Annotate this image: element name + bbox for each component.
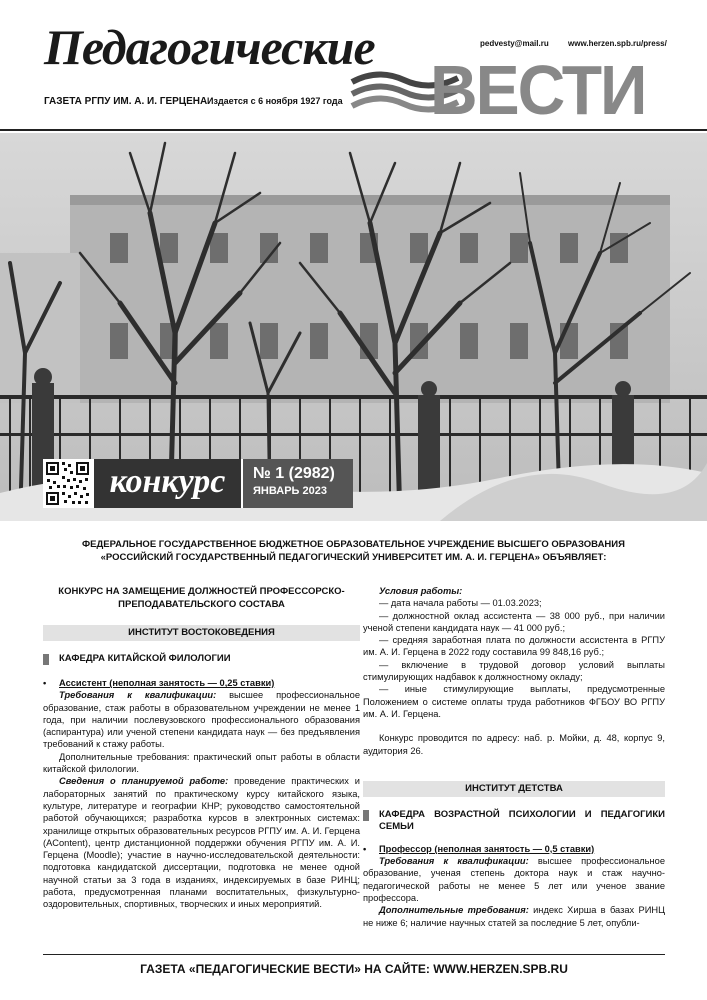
competition-address: Конкурс проводится по адресу: наб. р. Мойки, д. 48, корпус 9, аудитория 26. [363,733,665,756]
competition-title: КОНКУРС НА ЗАМЕЩЕНИЕ ДОЛЖНОСТЕЙ ПРОФЕССОРСКО-ПРЕПОДАВАТЕЛЬСКОГО СОСТАВА [58,586,345,610]
conditions-label: Условия работы: [379,586,463,596]
masthead-title-vesti: ВЕСТИ [430,51,646,129]
masthead-tagline: ГАЗЕТА РГПУ ИМ. А. И. ГЕРЦЕНА [44,96,208,107]
position-title: • Ассистент (неполная занятость — 0,25 ставки) [43,677,360,689]
announcement-header [60,538,647,564]
condition-item: — включение в трудовой договор условий выплаты стимулирующих надбавок к должностному окладу; [363,659,665,683]
issue-date: ЯНВАРЬ 2023 [253,485,327,497]
condition-item: — иные стимулирующие выплаты, предусмотренные Положением о системе оплаты труда работников ФГБОУ ВО РГПУ им. А. И. Герцена. [363,684,665,719]
condition-item: — должностной оклад ассистента — 38 000 руб., при наличии ученой степени кандидата наук — 41 000 руб.; [363,610,665,633]
banner-konkurs-label: конкурс [92,459,241,508]
right-column [363,585,665,929]
qualification-requirements: Требования к квалификации: высшее профессиональное образование, стаж работы в образовательном учреждении не менее 1 года, при наличии послевузовского профессионального образования (аспирантура) или ученой степени кандидата наук — без предъявления требований к стажу работы. [43,690,361,750]
masthead-email-link[interactable]: pedvesty@mail.ru [480,39,549,48]
institute-heading: ИНСТИТУТ ВОСТОКОВЕДЕНИЯ [43,625,360,641]
footer-site-link[interactable]: ГАЗЕТА «ПЕДАГОГИЧЕСКИЕ ВЕСТИ» НА САЙТЕ: WWW.HERZEN.SPB.RU [140,962,568,976]
planned-work: Сведения о планируемой работе: проведение практических и лабораторных занятий по практическому курсу китайского языка, культуре, литературе и географии КНР; руководство самостоятельной работой обучающихся; разработка курсов в электронных системах: хранилище открытых образовательных ресурсов РГПУ им. А. И. Герцена (AContent), центр дистанционной поддержки обучения РГПУ им. А. И. Герцена (Moodle); участие в научно-исследовательской деятельности: подготовка кандидатской диссертации, подготовка не менее одной научной статьи за 3 года в изданиях, индексируемых в базе РИНЦ; работа, предусмотренная планами воспитательных, физкультурно-оздоровительных, спортивных, творческих и иных мероприятий. [43,776,360,910]
banner-issue [241,459,353,508]
masthead-divider [0,129,707,131]
condition-item: — дата начала работы — 01.03.2023; [379,598,542,609]
qr-code-icon[interactable] [43,459,92,508]
institute-heading: ИНСТИТУТ ДЕТСТВА [363,781,665,797]
department-heading: КАФЕДРА КИТАЙСКОЙ ФИЛОЛОГИИ [43,653,360,665]
footer-divider [43,954,665,955]
announcement-line-1: ФЕДЕРАЛЬНОЕ ГОСУДАРСТВЕННОЕ БЮДЖЕТНОЕ ОБРАЗОВАТЕЛЬНОЕ УЧРЕЖДЕНИЕ ВЫСШЕГО ОБРАЗОВАНИЯ [82,539,625,550]
masthead-title-main: Педагогические [44,19,375,75]
department-heading: КАФЕДРА ВОЗРАСТНОЙ ПСИХОЛОГИИ И ПЕДАГОГИКИ СЕМЬИ [363,809,665,833]
issue-number: № 1 (2982) [253,465,335,482]
qualification-requirements: Требования к квалификации: высшее профессиональное образование, ученая степень доктора наук и стаж научно-педагогической работы не менее 5 лет или ученое звание профессора. [363,856,666,904]
extra-requirements: Дополнительные требования: индекс Хирша в базах РИНЦ не ниже 6; наличие научных статей за последние 5 лет, опубли- [363,905,665,928]
condition-item: — средняя заработная плата по должности ассистента в РГПУ им. А. И. Герцена в 2022 году составила 99 848,16 руб.; [363,635,665,658]
position-title: • Профессор (неполная занятость — 0,5 ставки) [363,843,665,855]
masthead-website-link[interactable]: www.herzen.spb.ru/press/ [568,39,667,48]
masthead-since: Издается с 6 ноября 1927 года [207,96,343,106]
announcement-line-2: «РОССИЙСКИЙ ГОСУДАРСТВЕННЫЙ ПЕДАГОГИЧЕСКИЙ УНИВЕРСИТЕТ ИМ. А. И. ГЕРЦЕНА» ОБЪЯВЛЯЕТ: [100,552,607,563]
extra-requirements: Дополнительные требования: практический опыт работы в области китайской филологии. [43,751,360,775]
left-column [43,585,360,911]
